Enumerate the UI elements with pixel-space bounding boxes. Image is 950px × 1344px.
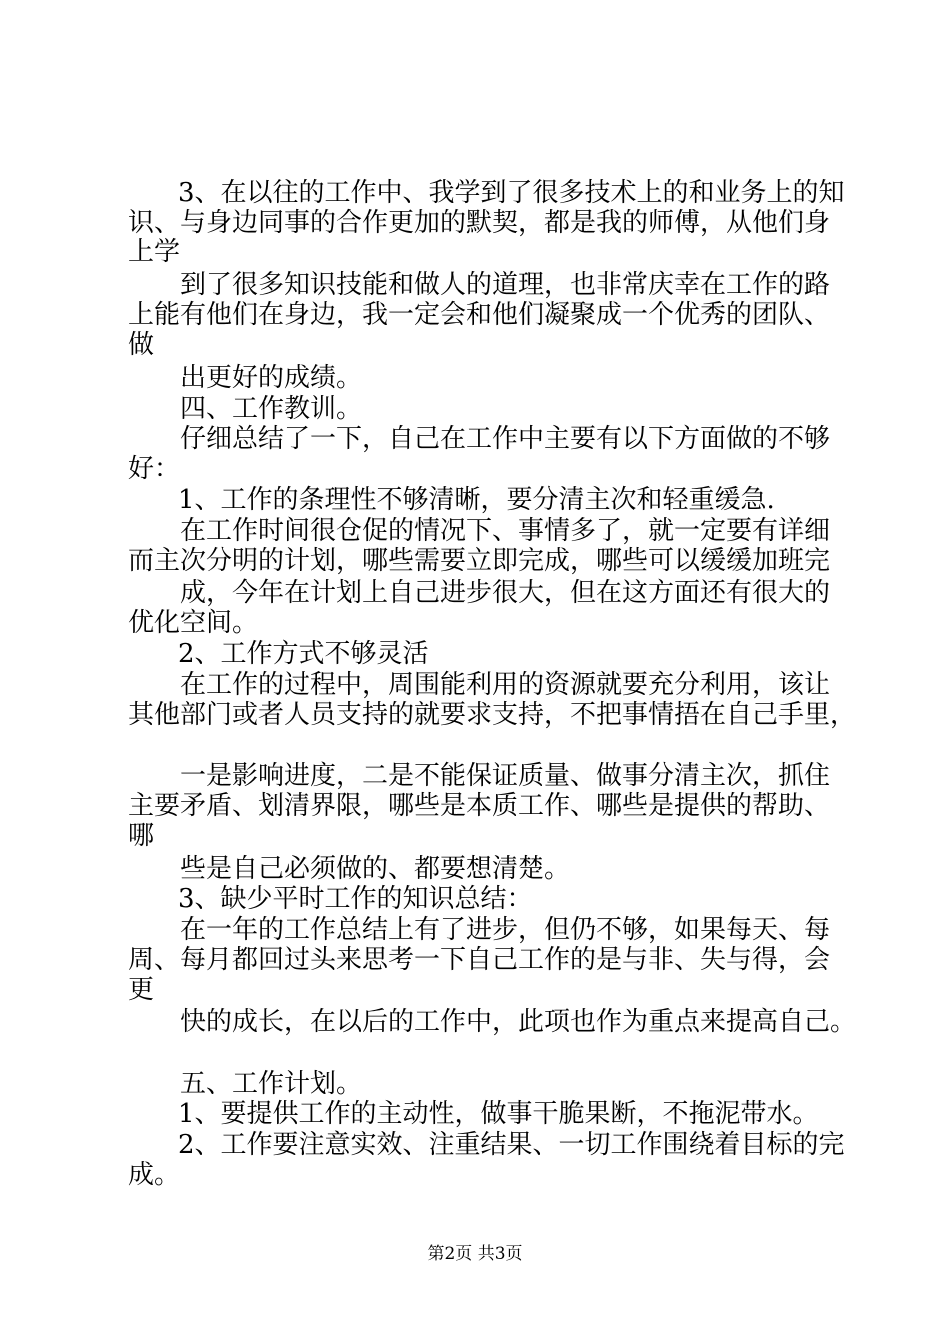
text-line: 在工作时间很仓促的情况下、事情多了，就一定要有详细 xyxy=(180,516,831,546)
text-line: 识、与身边同事的合作更加的默契，都是我的师傅，从他们身 xyxy=(128,208,831,238)
text-line: 在工作的过程中，周围能利用的资源就要充分利用，该让 xyxy=(180,670,831,700)
text-line: 2、工作方式不够灵活 xyxy=(178,639,429,669)
text-line: 在一年的工作总结上有了进步，但仍不够，如果每天、每 xyxy=(180,915,831,945)
text-line: 快的成长，在以后的工作中，此项也作为重点来提高自己。 xyxy=(180,1007,857,1037)
section-heading: 五、工作计划。 xyxy=(180,1069,363,1099)
text-line: 一是影响进度，二是不能保证质量、做事分清主次，抓住 xyxy=(180,761,831,791)
text-line: 上学 xyxy=(128,237,181,267)
text-line: 1、要提供工作的主动性，做事干脆果断，不拖泥带水。 xyxy=(178,1099,819,1129)
text-line: 到了很多知识技能和做人的道理，也非常庆幸在工作的路 xyxy=(180,270,831,300)
text-line: 些是自己必须做的、都要想清楚。 xyxy=(180,854,571,884)
text-line: 1、工作的条理性不够清晰，要分清主次和轻重缓急. xyxy=(178,485,775,515)
text-line: 仔细总结了一下，自己在工作中主要有以下方面做的不够 xyxy=(180,424,831,454)
text-line: 3、在以往的工作中、我学到了很多技术上的和业务上的知 xyxy=(178,178,845,208)
text-line: 好： xyxy=(128,454,181,484)
text-line: 哪 xyxy=(128,821,155,851)
text-line: 做 xyxy=(128,330,155,360)
text-line: 其他部门或者人员支持的就要求支持，不把事情捂在自己手里， xyxy=(128,700,857,730)
text-line: 出更好的成绩。 xyxy=(180,363,363,393)
text-line: 上能有他们在身边，我一定会和他们凝聚成一个优秀的团队、 xyxy=(128,300,831,330)
text-line: 2、工作要注意实效、注重结果、一切工作围绕着目标的完 xyxy=(178,1130,845,1160)
page-footer: 第2页 共3页 xyxy=(427,1244,523,1264)
text-line: 而主次分明的计划，哪些需要立即完成，哪些可以缓缓加班完 xyxy=(128,546,831,576)
text-line: 3、缺少平时工作的知识总结： xyxy=(178,884,533,914)
text-line: 成，今年在计划上自己进步很大，但在这方面还有很大的 xyxy=(180,578,831,608)
text-line: 成。 xyxy=(128,1160,181,1190)
section-heading: 四、工作教训。 xyxy=(180,394,363,424)
text-line: 主要矛盾、划清界限，哪些是本质工作、哪些是提供的帮助、 xyxy=(128,791,831,821)
text-line: 优化空间。 xyxy=(128,608,259,638)
text-line: 周、每月都回过头来思考一下自己工作的是与非、失与得，会 xyxy=(128,945,831,975)
text-line: 更 xyxy=(128,975,155,1005)
